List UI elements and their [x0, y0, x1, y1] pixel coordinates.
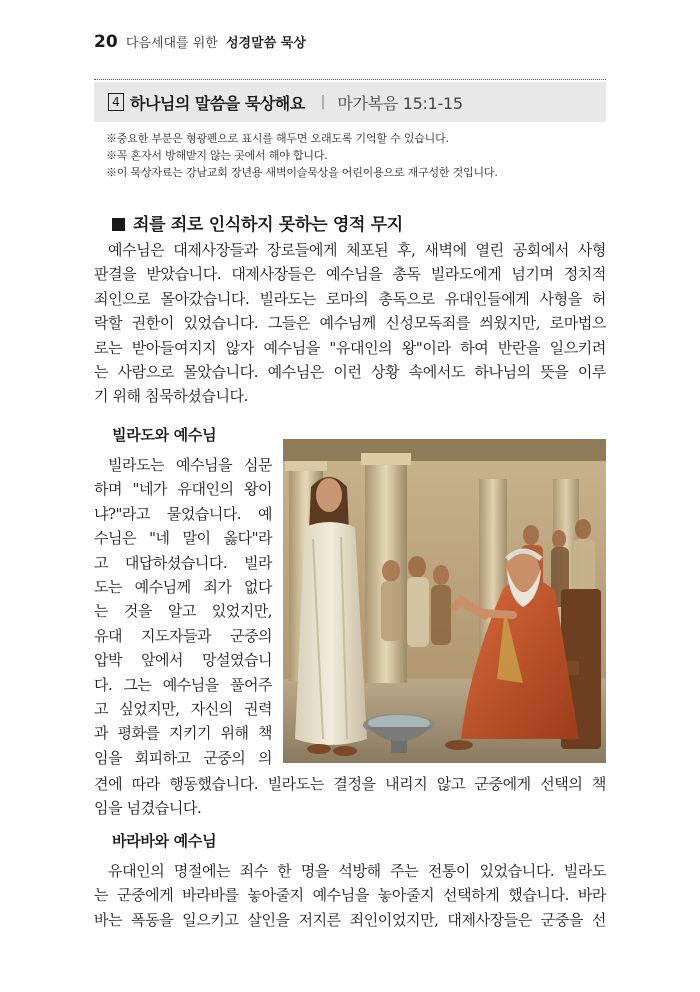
subheading-pilate: 빌라도와 예수님: [112, 426, 217, 444]
text-line: 과 평화를 지키기 위해 책: [94, 724, 272, 743]
text-line: 임을 회피하고 군중의 의: [94, 748, 272, 767]
text-line: 견에 따라 행동했습니다. 빌라도는 결정을 내리지 않고 군중에게 선택의 책: [94, 775, 606, 793]
subheading-barabbas: 바라바와 예수님: [112, 832, 217, 850]
column-capital: [361, 453, 411, 465]
text-line: 는 것을 알고 있었지만,: [94, 602, 272, 621]
section-heading: [112, 210, 403, 235]
text-line: 유대 지도자들과 군중의: [94, 626, 272, 645]
square-bullet-icon: [112, 218, 125, 231]
text-line: 기 위해 침묵하셨습니다.: [94, 387, 249, 406]
lesson-banner: [94, 82, 606, 122]
page-header: [94, 32, 306, 52]
section-heading-text: 죄를 죄로 인식하지 못하는 영적 무지: [133, 215, 403, 235]
instruction-notes: [106, 130, 498, 181]
text-line: 고 대답하셨습니다. 빌라: [94, 553, 272, 572]
text-line: 임을 넘겼습니다.: [94, 799, 202, 818]
pilate-continuation: [94, 772, 606, 821]
intro-paragraph: [94, 238, 606, 409]
book-series: 다음세대를 위한: [125, 36, 218, 51]
barabbas-paragraph: [94, 859, 606, 932]
text-line: 도는 예수님께 죄가 없다: [94, 578, 272, 597]
book-title: 성경말씀 묵상: [226, 36, 306, 51]
text-line: 빌라도는 예수님을 심문: [108, 456, 272, 474]
lesson-number: 4: [108, 93, 124, 111]
note-line: ※이 묵상자료는 강남교회 장년용 새벽이슬묵상을 어린이용으로 재구성한 것입니다.: [106, 166, 498, 179]
text-line: 유대인의 명절에는 죄수 한 명을 석방해 주는 전통이 있었습니다. 빌라도: [108, 862, 606, 880]
banner-separator: |: [320, 94, 326, 110]
note-line: ※중요한 부분은 형광펜으로 표시를 해두면 오래도록 기억할 수 있습니다.: [106, 132, 449, 145]
text-line: 예수님은 대제사장들과 장로들에게 체포된 후, 새벽에 열린 공회에서 사형: [108, 241, 606, 259]
illustration-svg: [283, 439, 606, 763]
text-line: 판결을 받았습니다. 대제사장들은 예수님을 총독 빌라도에게 넘기며 정치적: [94, 265, 606, 284]
text-line: 냐?"라고 물었습니다. 예: [94, 504, 272, 523]
column-capital: [285, 461, 327, 471]
pilate-wrapped-text: [94, 453, 272, 770]
text-line: 수님은 "네 말이 옳다"라: [94, 529, 272, 548]
text-line: 는 사람으로 몰았습니다. 예수님은 이런 상황 속에서도 하나님의 뜻을 이루: [94, 363, 606, 382]
text-line: 로는 받아들여지지 않자 예수님을 "유대인의 왕"이라 하여 반란을 일으키려: [94, 338, 606, 357]
text-line: 고 싶었지만, 자신의 권력: [94, 700, 272, 719]
text-line: 죄인으로 몰아갔습니다. 빌라도는 로마의 총독으로 유대인들에게 사형을 허: [94, 289, 606, 308]
ceiling-beam: [283, 439, 606, 461]
scripture-reference: 마가복음 15:1-15: [337, 93, 463, 113]
lesson-title: 하나님의 말씀을 묵상해요: [130, 93, 305, 113]
note-line: ※꼭 혼자서 방해받지 않는 곳에서 해야 합니다.: [106, 149, 328, 162]
text-line: 바는 폭동을 일으키고 살인을 저지른 죄인이었지만, 대제사장들은 군중을 선: [94, 910, 606, 929]
text-line: 다. 그는 예수님을 풀어주: [94, 675, 272, 694]
text-line: 하며 "네가 유대인의 왕이: [94, 480, 272, 499]
text-line: 락할 권한이 있었습니다. 그들은 예수님께 신성모독죄를 씌웠지만, 로마법으: [94, 314, 606, 333]
dotted-divider: [94, 79, 606, 80]
pilate-and-jesus-illustration: [283, 439, 606, 763]
text-line: 압박 앞에서 망설였습니: [94, 651, 272, 670]
text-line: 는 군중에게 바라바를 놓아줄지 예수님을 놓아줄지 선택하게 했습니다. 바라: [94, 886, 606, 905]
page-number: 20: [94, 32, 118, 52]
